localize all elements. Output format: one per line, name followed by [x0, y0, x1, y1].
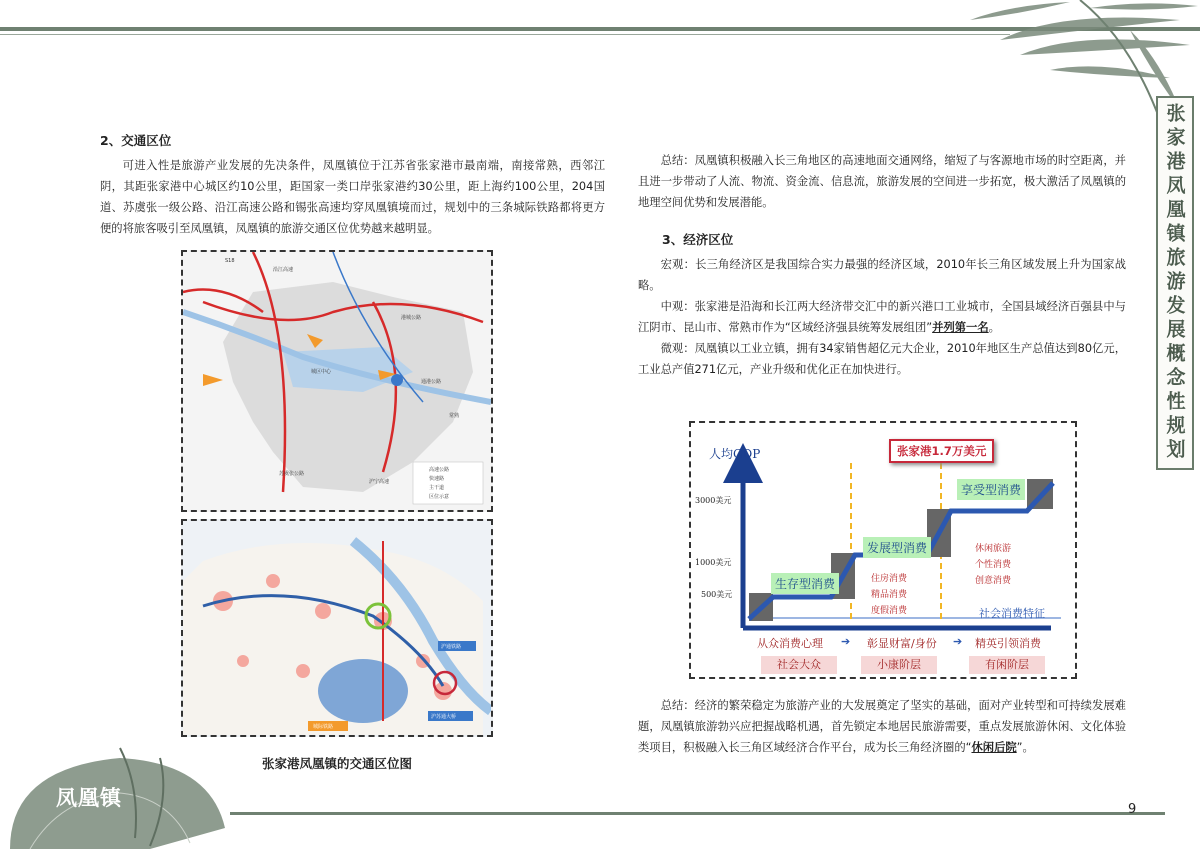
- stage2-item: 住房消费: [871, 574, 908, 584]
- summary2-end: ”。: [1016, 741, 1034, 754]
- stage3-list: [975, 541, 1011, 589]
- micro-text: 凤凰镇以工业立镇，拥有34家销售超亿元大企业，2010年地区生产总值达到80亿元，工业总产值271亿元，产业升级和优化正在加快进行。: [638, 342, 1126, 376]
- summary1-text: 凤凰镇积极融入长三角地区的高速地面交通网络，缩短了与客源地市场的时空距离，并且进一步带动了人流、物流、资金流、信息流，旅游发展的空间进一步拓宽，极大激活了凤凰镇的地理空间优势和发展潜能。: [638, 154, 1126, 209]
- vertical-title-panel: [1156, 96, 1194, 470]
- map-legend-4: 区位示意: [429, 494, 450, 500]
- map-label-road1: S18: [225, 258, 235, 264]
- stage-development: 发展型消费: [863, 537, 931, 558]
- map-tag-rail: 沪通铁路: [441, 644, 462, 650]
- mid-label: 中观：: [660, 300, 695, 313]
- stage-enjoyment: 享受型消费: [957, 479, 1025, 500]
- tier-middle: 小康阶层: [861, 656, 937, 674]
- stage2-item: 精品消费: [871, 590, 908, 600]
- flow-arrow-2-icon: ➔: [953, 635, 963, 648]
- zjg-gdp-callout: 张家港1.7万美元: [889, 439, 994, 463]
- gdp-ytick-500: 500美元: [701, 590, 733, 599]
- mid-end: 。: [988, 321, 1000, 334]
- map-label-southeast: 常熟: [449, 413, 460, 419]
- section-heading-economy: 3、经济区位: [662, 232, 734, 247]
- summary2-text: 经济的繁荣稳定为旅游产业的大发展奠定了坚实的基础，面对产业转型和可持续发展难题，凤凰镇旅游勃兴应把握战略机遇，首先锁定本地居民旅游需要，重点发展旅游休闲、文化体验类项目，积极融入长三角区域经济合作平台，成为长三角经济圈的“: [638, 699, 1126, 754]
- flow-step-2: 彰显财富/身份: [867, 637, 937, 650]
- flow-step-1: 从众消费心理: [757, 637, 823, 650]
- macro-text: 长三角经济区是我国综合实力最强的经济区域，2010年长三角区域发展上升为国家战略。: [638, 258, 1126, 292]
- right-column: [638, 150, 1126, 380]
- summary2-emphasis: 休闲后院: [971, 741, 1017, 754]
- summary2-label: 总结：: [660, 699, 695, 712]
- mid-emphasis: 并列第一名: [932, 321, 989, 334]
- stage-survival: 生存型消费: [771, 573, 839, 594]
- bottom-rule: [230, 812, 1165, 815]
- map-label-south2: 沪宁高速: [369, 479, 390, 485]
- map-caption: 张家港凤凰镇的交通区位图: [261, 756, 412, 771]
- gdp-ytick-3000: 3000美元: [695, 496, 732, 505]
- section-heading-transport: 2、交通区位: [100, 133, 172, 148]
- macro-paragraph: [638, 254, 1126, 296]
- regional-map-drawing: [183, 521, 491, 735]
- stage3-item: 创意消费: [975, 576, 1012, 586]
- map-label-road3: 港城公路: [401, 315, 422, 321]
- stage2-list: [871, 571, 907, 619]
- micro-label: 微观：: [660, 342, 695, 355]
- transport-summary: [638, 150, 1126, 213]
- map-tag-bridge: 沪苏通大桥: [431, 714, 457, 720]
- gdp-ytick-1000: 1000美元: [695, 558, 732, 567]
- macro-label: 宏观：: [660, 258, 696, 271]
- vertical-title: 张家港凤凰镇旅游发展概念性规划: [1163, 103, 1186, 463]
- tier-leisure: 有闲阶层: [969, 656, 1045, 674]
- flow-step-3: 精英引领消费: [975, 637, 1041, 650]
- map-legend-3: 主干道: [429, 485, 445, 491]
- top-rule-thin: [0, 34, 1010, 35]
- transport-paragraph: 可进入性是旅游产业发展的先决条件，凤凰镇位于江苏省张家港市最南端，南接常熟，西邻江阴，其距张家港中心城区约10公里，距国家一类口岸张家港约30公里，距上海约100公里，204国道、苏虞张一级公路、沿江高速公路和锡张高速均穿凤凰镇境而过，规划中的三条城际铁路都将更方便的将旅客吸引至凤凰镇，凤凰镇的旅游交通区位优势越来越明显。: [100, 159, 605, 235]
- map-label-road2: 沿江高速: [273, 267, 294, 273]
- tier-public: 社会大众: [761, 656, 837, 674]
- regional-rail-map: [181, 519, 493, 737]
- economy-summary-block: [638, 695, 1126, 758]
- mid-paragraph: [638, 296, 1126, 338]
- mid-text: 张家港是沿海和长江两大经济带交汇中的新兴港口工业城市，全国县域经济百强县中与江阴市、昆山市、常熟市作为“区域经济强县统筹发展组团”: [638, 300, 1126, 334]
- map-legend-2: 快速路: [429, 476, 445, 482]
- emblem-text: 凤凰镇: [56, 785, 122, 810]
- stage2-item: 度假消费: [871, 606, 908, 616]
- map-label-center: 城区中心: [311, 369, 332, 375]
- flow-arrow-1-icon: ➔: [841, 635, 851, 648]
- economy-summary: [638, 695, 1126, 758]
- page-number: 9: [1128, 802, 1137, 817]
- gdp-xlabel: 社会消费特征: [979, 607, 1045, 620]
- summary1-label: 总结：: [660, 154, 695, 167]
- transport-road-map: [181, 250, 493, 512]
- map-legend-1: 高速公路: [429, 467, 450, 473]
- gdp-consumption-diagram: [689, 421, 1077, 679]
- left-column: [100, 130, 605, 239]
- map-label-east: 通港公路: [421, 379, 442, 385]
- micro-paragraph: [638, 338, 1126, 380]
- stage3-item: 个性消费: [975, 560, 1012, 570]
- gdp-ylabel: 人均GDP: [709, 447, 761, 461]
- stage3-item: 休闲旅游: [975, 544, 1012, 554]
- map-label-south1: 苏虞张公路: [279, 471, 305, 477]
- map-tag-intercity: 城际铁路: [313, 724, 334, 730]
